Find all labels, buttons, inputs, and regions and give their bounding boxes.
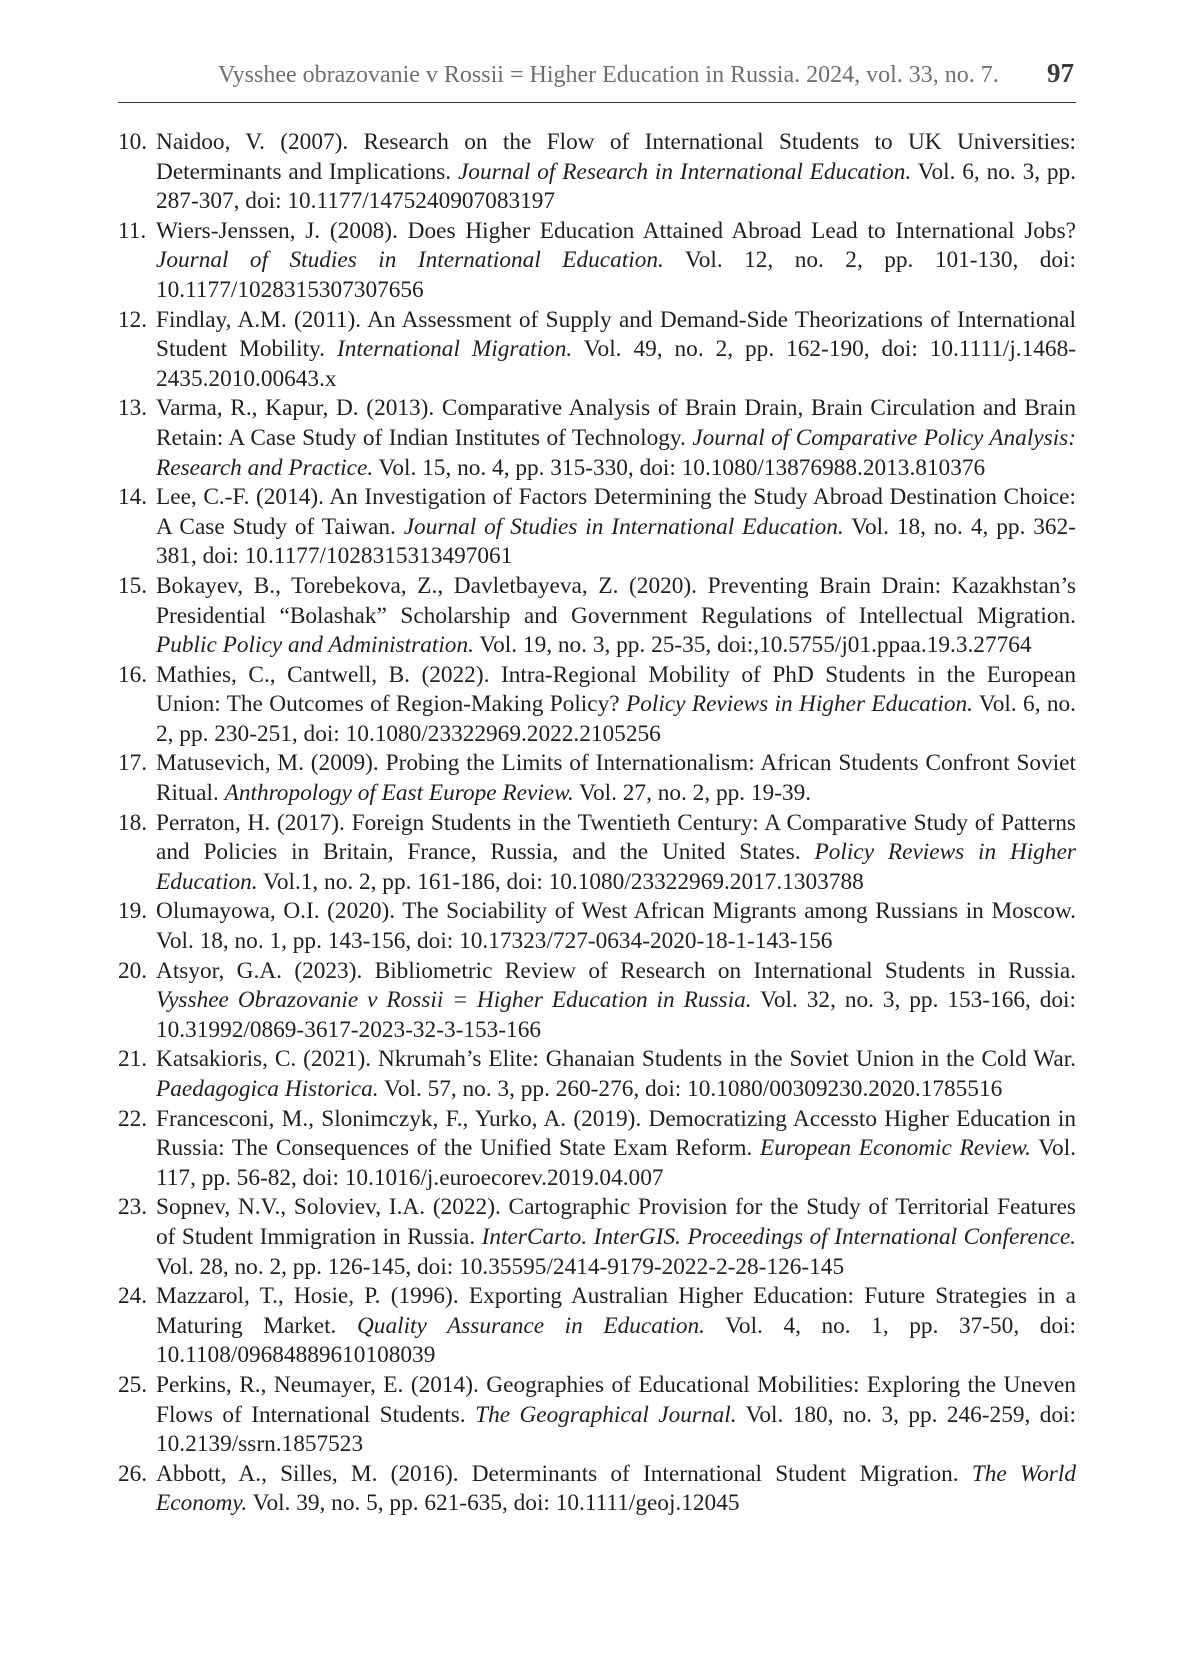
- reference-text: [156, 810, 1076, 895]
- reference-number: 20.: [118, 957, 148, 984]
- reference-number: 26.: [118, 1460, 148, 1487]
- reference-text: [156, 1106, 1076, 1191]
- reference-item-17: [118, 749, 1076, 808]
- reference-authors-title: Katsakioris, C. (2021). Nkrumah’s Elite: Ghanaian Students in the Soviet Union in the Cold War.: [156, 1046, 1076, 1073]
- reference-item-10: [118, 128, 1076, 217]
- reference-details: Vol. 57, no. 3, pp. 260-276, doi: 10.1080/00309230.2020.1785516: [378, 1076, 1003, 1102]
- reference-number: 12.: [118, 306, 148, 333]
- reference-details: Vol. 4, no. 1, pp. 37-50, doi: 10.1108/09684889610108039: [156, 1312, 1076, 1369]
- reference-authors-title: Olumayowa, O.I. (2020). The Sociability of West African Migrants among Russians in Moscow. Vol. 18, no. 1, pp. 143-156, doi: 10.17323/727-0634-2020-18-1-143-156: [156, 898, 1076, 955]
- reference-authors-title: Bokayev, B., Torebekova, Z., Davletbayeva, Z. (2020). Preventing Brain Drain: Kazakhstan’s Presidential “Bolashak” Scholarship and Government Regulations of Intellectual Migration.: [156, 572, 1076, 629]
- reference-authors-title: Francesconi, M., Slonimczyk, F., Yurko, A. (2019). Democratizing Accessto Higher Education in Russia: The Consequences of the Unified State Exam Reform.: [156, 1105, 1076, 1162]
- reference-number: 21.: [118, 1046, 148, 1073]
- reference-details: Vol. 6, no. 2, pp. 230-251, doi: 10.1080/23322969.2022.2105256: [156, 691, 1076, 747]
- reference-number: 19.: [118, 898, 148, 925]
- reference-source: Journal of Studies in International Education.: [156, 247, 664, 274]
- reference-number: 25.: [118, 1371, 148, 1398]
- reference-text: [156, 750, 1076, 806]
- reference-item-14: [118, 483, 1076, 572]
- reference-text: [156, 1194, 1076, 1279]
- reference-item-13: [118, 394, 1076, 483]
- reference-details: Vol. 180, no. 3, pp. 246-259, doi: 10.2139/ssrn.1857523: [156, 1401, 1076, 1458]
- reference-source: Journal of Comparative Policy Analysis: Research and Practice.: [156, 424, 1076, 481]
- reference-number: 23.: [118, 1194, 148, 1221]
- reference-source: European Economic Review.: [760, 1135, 1031, 1162]
- reference-source: The World Economy.: [156, 1460, 1076, 1517]
- reference-number: 16.: [118, 661, 148, 688]
- reference-source: Journal of Studies in International Education.: [403, 513, 844, 540]
- reference-text: [156, 1046, 1076, 1102]
- reference-item-18: [118, 809, 1076, 898]
- reference-item-25: [118, 1371, 1076, 1460]
- page-header: [118, 56, 1076, 103]
- reference-authors-title: Matusevich, M. (2009). Probing the Limits of Internationalism: African Students Confront Soviet Ritual.: [156, 750, 1076, 807]
- reference-number: 18.: [118, 809, 148, 836]
- reference-text: [156, 307, 1076, 392]
- reference-text: [156, 1461, 1076, 1517]
- reference-item-26: [118, 1460, 1076, 1519]
- reference-source: Journal of Research in International Education.: [457, 158, 912, 185]
- reference-number: 11.: [118, 217, 147, 244]
- reference-authors-title: Mathies, C., Cantwell, B. (2022). Intra-Regional Mobility of PhD Students in the European Union: The Outcomes of Region-Making Policy?: [156, 661, 1076, 718]
- reference-number: 10.: [118, 129, 148, 155]
- reference-authors-title: Sopnev, N.V., Soloviev, I.A. (2022). Cartographic Provision for the Study of Territorial Features of Student Immigration in Russia.: [156, 1194, 1076, 1250]
- reference-authors-title: Varma, R., Kapur, D. (2013). Comparative Analysis of Brain Drain, Brain Circulation and Brain Retain: A Case Study of Indian Institutes of Technology.: [156, 395, 1076, 451]
- running-title: Vysshee obrazovanie v Rossii = Higher Education in Russia. 2024, vol. 33, no. 7.: [218, 62, 999, 88]
- reference-details: Vol. 19, no. 3, pp. 25-35, doi:,10.5755/j01.ppaa.19.3.27764: [473, 632, 1032, 659]
- reference-text: [156, 662, 1076, 747]
- reference-details: Vol. 6, no. 3, pp. 287-307, doi: 10.1177/1475240907083197: [156, 158, 1076, 215]
- reference-authors-title: Atsyor, G.A. (2023). Bibliometric Review of Research on International Students in Russia.: [156, 957, 1076, 984]
- reference-text: [156, 1372, 1076, 1457]
- reference-number: 14.: [118, 484, 148, 511]
- reference-item-19: [118, 897, 1076, 956]
- reference-number: 24.: [118, 1283, 148, 1310]
- reference-details: Vol. 12, no. 2, pp. 101-130, doi: 10.1177/1028315307307656: [156, 247, 1076, 303]
- reference-authors-title: Mazzarol, T., Hosie, P. (1996). Exporting Australian Higher Education: Future Strategies in a Maturing Market.: [156, 1283, 1076, 1339]
- reference-item-23: [118, 1193, 1076, 1282]
- reference-details: Vol. 28, no. 2, pp. 126-145, doi: 10.35595/2414-9179-2022-2-28-126-145: [156, 1253, 845, 1280]
- reference-source: InterCarto. InterGIS. Proceedings of International Conference.: [481, 1223, 1076, 1250]
- reference-source: Policy Reviews in Higher Education.: [625, 691, 973, 718]
- reference-item-22: [118, 1105, 1076, 1194]
- reference-details: Vol. 39, no. 5, pp. 621-635, doi: 10.1111/geoj.12045: [247, 1490, 740, 1517]
- reference-source: Paedagogica Historica.: [156, 1076, 379, 1102]
- reference-details: Vol. 15, no. 4, pp. 315-330, doi: 10.1080/13876988.2013.810376: [373, 454, 986, 481]
- reference-details: Vol. 49, no. 2, pp. 162-190, doi: 10.1111/j.1468-2435.2010.00643.x: [156, 336, 1076, 392]
- reference-source: Public Policy and Administration.: [156, 632, 474, 659]
- reference-item-24: [118, 1282, 1076, 1371]
- reference-authors-title: Perkins, R., Neumayer, E. (2014). Geographies of Educational Mobilities: Exploring the Uneven Flows of International Students.: [156, 1371, 1076, 1428]
- reference-authors-title: Lee, C.-F. (2014). An Investigation of Factors Determining the Study Abroad Destination Choice: A Case Study of Taiwan.: [156, 484, 1076, 540]
- reference-source: Policy Reviews in Higher Education.: [156, 839, 1076, 895]
- reference-item-21: [118, 1045, 1076, 1104]
- page-number: 97: [1047, 58, 1074, 88]
- reference-number: 17.: [118, 750, 148, 777]
- reference-item-12: [118, 306, 1076, 395]
- reference-item-16: [118, 661, 1076, 750]
- reference-source: The Geographical Journal.: [475, 1401, 737, 1428]
- reference-item-20: [118, 957, 1076, 1046]
- reference-list: [118, 128, 1076, 1519]
- reference-authors-title: Naidoo, V. (2007). Research on the Flow of International Students to UK Universities: Determinants and Implications.: [156, 129, 1076, 185]
- reference-authors-title: Perraton, H. (2017). Foreign Students in the Twentieth Century: A Comparative Study of Patterns and Policies in Britain, France, Russia, and the United States.: [156, 809, 1076, 866]
- reference-authors-title: Findlay, A.M. (2011). An Assessment of Supply and Demand-Side Theorizations of International Student Mobility.: [156, 306, 1076, 363]
- reference-source: Vysshee Obrazovanie v Rossii = Higher Education in Russia.: [156, 987, 752, 1014]
- reference-item-15: [118, 572, 1076, 661]
- reference-authors-title: Wiers-Jenssen, J. (2008). Does Higher Education Attained Abroad Lead to International Jobs?: [156, 217, 1076, 244]
- reference-text: [156, 898, 1076, 954]
- reference-text: [156, 1283, 1076, 1368]
- reference-authors-title: Abbott, A., Silles, M. (2016). Determinants of International Student Migration.: [156, 1460, 972, 1487]
- reference-text: [156, 573, 1076, 658]
- reference-number: 13.: [118, 395, 148, 422]
- reference-details: Vol.1, no. 2, pp. 161-186, doi: 10.1080/23322969.2017.1303788: [257, 868, 864, 895]
- reference-details: Vol. 18, no. 4, pp. 362-381, doi: 10.1177/1028315313497061: [156, 513, 1076, 570]
- reference-number: 22.: [118, 1105, 148, 1132]
- reference-number: 15.: [118, 572, 148, 599]
- reference-text: [156, 958, 1076, 1043]
- reference-text: [156, 395, 1076, 480]
- reference-details: Vol. 32, no. 3, pp. 153-166, doi: 10.31992/0869-3617-2023-32-3-153-166: [156, 987, 1076, 1043]
- reference-text: [156, 484, 1076, 569]
- reference-text: [156, 129, 1076, 214]
- reference-details: Vol. 117, pp. 56-82, doi: 10.1016/j.euroecorev.2019.04.007: [156, 1135, 1077, 1191]
- reference-source: Quality Assurance in Education.: [356, 1312, 705, 1339]
- reference-details: Vol. 27, no. 2, pp. 19-39.: [573, 780, 812, 807]
- reference-item-11: [118, 217, 1076, 306]
- reference-source: Anthropology of East Europe Review.: [224, 780, 574, 807]
- reference-text: [156, 218, 1076, 303]
- reference-source: International Migration.: [336, 336, 573, 363]
